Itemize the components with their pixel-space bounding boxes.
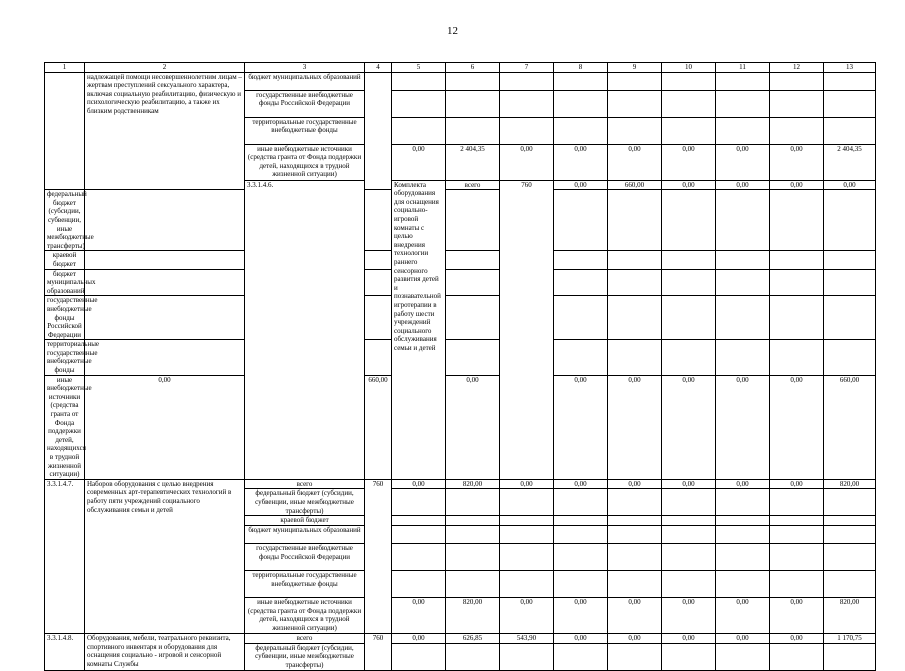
column-number: 13 [824,63,876,73]
item-col4 [365,72,392,190]
value-cell: 0,00 [770,597,824,633]
value-cell: 820,00 [824,597,876,633]
value-cell: 0,00 [392,144,446,180]
value-cell: 0,00 [716,144,770,180]
column-number: 9 [608,63,662,73]
source-municipal: бюджет муниципальных образований [245,72,365,90]
column-number: 8 [554,63,608,73]
source-state-funds: государственные внебюджетные фонды Российской Федерации [245,543,365,570]
value-cell: 660,00 [608,180,662,190]
source-total: всего [245,479,365,489]
column-number: 7 [500,63,554,73]
value-cell: 0,00 [554,375,608,479]
source-state-funds: государственные внебюджетные фонды Российской Федерации [245,90,365,117]
value-cell: 0,00 [716,375,770,479]
item-code-cell [45,72,85,190]
value-cell: 0,00 [824,180,876,190]
value-cell: 0,00 [500,144,554,180]
value-cell: 0,00 [446,375,500,479]
table-row [45,340,876,375]
page-number: 12 [447,25,458,37]
item-description: надлежащей помощи несовершеннолетним лицам – жертвам преступлений сексуального характера, включая социальную реабилитацию, физическую и психологическую реабилитацию, а также их близким родственникам [85,72,245,190]
item-code: 3.3.1.4.7. [45,479,85,633]
source-federal: федеральный бюджет (субсидии, субвенции, иные межбюджетные трансферты) [245,643,365,670]
value-cell: 0,00 [608,144,662,180]
column-number: 4 [365,63,392,73]
value-cell: 0,00 [554,180,608,190]
value-cell: 0,00 [770,180,824,190]
value-cell: 0,00 [716,633,770,643]
value-cell: 0,00 [716,597,770,633]
table-row [45,633,876,643]
value-cell: 0,00 [500,479,554,489]
value-cell: 820,00 [824,479,876,489]
column-number: 12 [770,63,824,73]
source-other: иные внебюджетные источники (средства гранта от Фонда поддержки детей, находящихся в трудной жизненной ситуации) [45,375,85,479]
item-col4: 760 [365,633,392,670]
source-municipal: бюджет муниципальных образований [45,269,85,296]
value-cell: 0,00 [662,597,716,633]
source-regional: краевой бюджет [45,251,85,269]
item-description: Оборудования, мебели, театрального реквизита, спортивного инвентаря и оборудования для оснащения социально - игровой и сенсорной комнаты Службы [85,633,245,670]
source-other: иные внебюджетные источники (средства гранта от Фонда поддержки детей, находящихся в трудной жизненной ситуации) [245,144,365,180]
table-row [45,479,876,489]
value-cell: 0,00 [554,633,608,643]
value-cell: 0,00 [770,144,824,180]
table-row [45,190,876,251]
value-cell: 0,00 [392,597,446,633]
item-code: 3.3.1.4.6. [245,180,365,479]
value-cell: 820,00 [446,597,500,633]
source-total: всего [245,633,365,643]
value-cell: 0,00 [770,479,824,489]
value-cell: 0,00 [662,633,716,643]
value-cell: 0,00 [554,597,608,633]
column-number: 2 [85,63,245,73]
value-cell: 0,00 [662,479,716,489]
value-cell: 0,00 [85,375,245,479]
source-state-funds: государственные внебюджетные фонды Российской Федерации [45,296,85,340]
value-cell: 820,00 [446,479,500,489]
column-number: 11 [716,63,770,73]
value-cell: 543,90 [500,633,554,643]
source-federal: федеральный бюджет (субсидии, субвенции, иные межбюджетные трансферты) [45,190,85,251]
source-municipal: бюджет муниципальных образований [245,525,365,543]
table-row [45,72,876,90]
item-description: Комплекта оборудования для оснащения социально-игровой комнаты с целью внедрения технологии раннего сенсорного развития детей и познавательной игротерапии в работу шести учреждений социального обслуживания семьи и детей [392,180,446,479]
value-cell: 2 404,35 [446,144,500,180]
value-cell: 0,00 [554,144,608,180]
value-cell: 0,00 [392,633,446,643]
source-regional: краевой бюджет [245,516,365,526]
item-col4: 760 [500,180,554,479]
item-description: Наборов оборудования с целью внедрения современных арт-терапевтических технологий в работу пяти учреждений социального обслуживания семьи и детей [85,479,245,633]
source-territorial-funds: территориальные государственные внебюджетные фонды [245,117,365,144]
table-row [45,269,876,296]
value-cell: 660,00 [365,375,392,479]
value-cell: 626,85 [446,633,500,643]
value-cell: 0,00 [608,597,662,633]
value-cell: 0,00 [770,633,824,643]
value-cell: 660,00 [824,375,876,479]
value-cell: 0,00 [500,597,554,633]
source-territorial-funds: территориальные государственные внебюджетные фонды [245,570,365,597]
value-cell: 0,00 [608,479,662,489]
table-row [45,296,876,340]
table-row [45,375,876,479]
value-cell: 0,00 [662,375,716,479]
column-number-row [45,63,876,73]
column-number: 1 [45,63,85,73]
value-cell: 2 404,35 [824,144,876,180]
source-federal: федеральный бюджет (субсидии, субвенции, иные межбюджетные трансферты) [245,489,365,516]
value-cell: 0,00 [554,479,608,489]
column-number: 5 [392,63,446,73]
value-cell: 0,00 [662,144,716,180]
value-cell: 0,00 [608,633,662,643]
source-total: всего [446,180,500,190]
value-cell: 0,00 [770,375,824,479]
column-number: 6 [446,63,500,73]
value-cell: 0,00 [662,180,716,190]
value-cell: 0,00 [716,479,770,489]
source-other: иные внебюджетные источники (средства гранта от Фонда поддержки детей, находящихся в трудной жизненной ситуации) [245,597,365,633]
column-number: 3 [245,63,365,73]
value-cell: 0,00 [716,180,770,190]
value-cell: 0,00 [608,375,662,479]
value-cell: 1 170,75 [824,633,876,643]
column-number: 10 [662,63,716,73]
item-col4: 760 [365,479,392,633]
budget-table [44,62,876,671]
source-territorial-funds: территориальные государственные внебюджетные фонды [45,340,85,375]
item-code: 3.3.1.4.8. [45,633,85,670]
table-row [45,251,876,269]
value-cell: 0,00 [392,479,446,489]
